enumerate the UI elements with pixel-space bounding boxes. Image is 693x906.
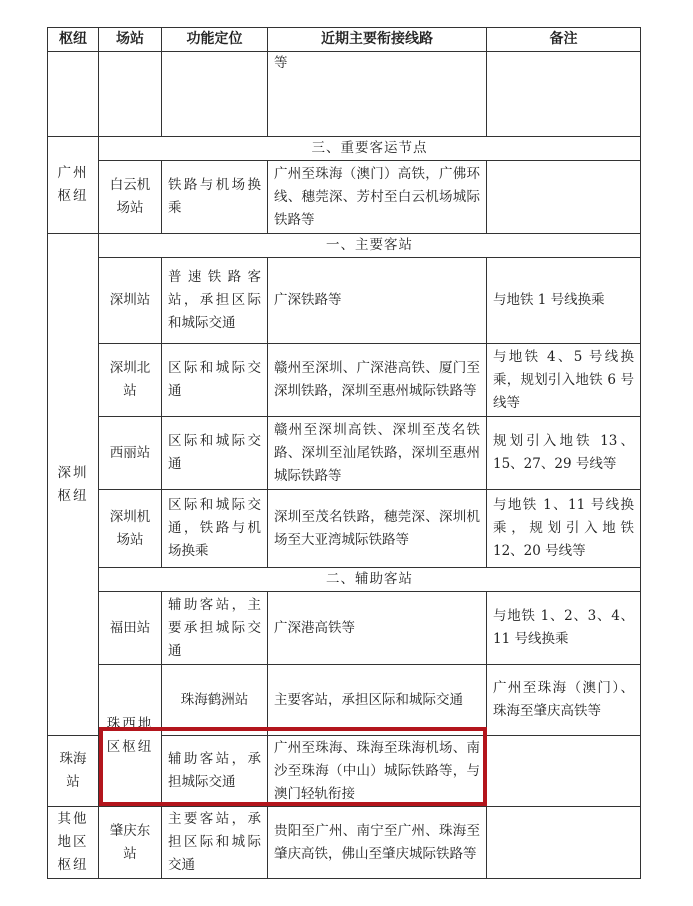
- table-row: [48, 161, 641, 234]
- function-cell: 区际和城际交通: [162, 344, 268, 417]
- function-cell: 普速铁路客站，承担区际和城际交通: [162, 258, 268, 344]
- routes-cell: 广深铁路等: [268, 258, 487, 344]
- station-cell: 珠海鹤洲站: [162, 665, 268, 736]
- hub-other: 其他地区枢纽: [48, 807, 99, 879]
- routes-cell: 广州至珠海（澳门）、珠海至肇庆高铁等: [487, 665, 641, 736]
- table-row: [48, 592, 641, 665]
- table-row: [48, 344, 641, 417]
- table-row: [48, 490, 641, 568]
- section-title: 三、重要客运节点: [99, 137, 641, 161]
- table-header-row: [48, 28, 641, 52]
- note-cell: 与地铁 1 号线换乘: [487, 258, 641, 344]
- hub-zhuxi: 珠西地区枢纽: [99, 665, 162, 807]
- hub-cell: [48, 52, 99, 137]
- station-cell: 白云机场站: [99, 161, 162, 234]
- hub-station-table: [47, 27, 641, 879]
- routes-cell: 等: [268, 52, 487, 137]
- function-cell: 区际和城际交通，铁路与机场换乘: [162, 490, 268, 568]
- table-row: [48, 137, 641, 161]
- note-cell: [487, 52, 641, 137]
- header-function: 功能定位: [162, 28, 268, 52]
- header-station: 场站: [99, 28, 162, 52]
- function-cell: 主要客站，承担区际和城际交通: [268, 665, 487, 736]
- note-cell: [487, 736, 641, 807]
- table-row: [48, 568, 641, 592]
- routes-cell: 赣州至深圳高铁、深圳至茂名铁路、深圳至汕尾铁路，深圳至惠州城际铁路等: [268, 417, 487, 490]
- table-row: [48, 807, 641, 879]
- function-cell: 主要客站，承担区际和城际交通: [162, 807, 268, 879]
- note-cell: 规划引入地铁 13、15、27、29 号线等: [487, 417, 641, 490]
- section-title: 二、辅助客站: [99, 568, 641, 592]
- note-cell: 与地铁 4、5 号线换乘，规划引入地铁 6 号线等: [487, 344, 641, 417]
- header-hub: 枢纽: [48, 28, 99, 52]
- station-cell: 深圳机场站: [99, 490, 162, 568]
- table-row: [48, 52, 641, 137]
- table-row: [48, 234, 641, 258]
- routes-cell: 广州至珠海（澳门）高铁，广佛环线、穗莞深、芳村至白云机场城际铁路等: [268, 161, 487, 234]
- station-cell: 深圳站: [99, 258, 162, 344]
- routes-cell: 广深港高铁等: [268, 592, 487, 665]
- header-note: 备注: [487, 28, 641, 52]
- note-cell: [487, 161, 641, 234]
- function-cell: 铁路与机场换乘: [162, 161, 268, 234]
- hub-shenzhen: 深圳枢纽: [48, 234, 99, 736]
- table-row: [48, 258, 641, 344]
- routes-cell: 贵阳至广州、南宁至广州、珠海至肇庆高铁，佛山至肇庆城际铁路等: [268, 807, 487, 879]
- header-routes: 近期主要衔接线路: [268, 28, 487, 52]
- station-cell: 肇庆东站: [99, 807, 162, 879]
- routes-cell: 赣州至深圳、广深港高铁、厦门至深圳铁路，深圳至惠州城际铁路等: [268, 344, 487, 417]
- routes-cell: 深圳至茂名铁路，穗莞深、深圳机场至大亚湾城际铁路等: [268, 490, 487, 568]
- function-cell: 辅助客站，主要承担城际交通: [162, 592, 268, 665]
- section-title: 一、主要客站: [99, 234, 641, 258]
- station-cell: 深圳北站: [99, 344, 162, 417]
- table-row: [48, 417, 641, 490]
- note-cell: [487, 807, 641, 879]
- table-row: [48, 665, 641, 736]
- function-cell: [162, 52, 268, 137]
- note-cell: 与地铁 1、11 号线换乘，规划引入地铁 12、20 号线等: [487, 490, 641, 568]
- station-cell: 西丽站: [99, 417, 162, 490]
- routes-cell: 广州至珠海、珠海至珠海机场、南沙至珠海（中山）城际铁路等，与澳门轻轨衔接: [268, 736, 487, 807]
- hub-guangzhou: 广州枢纽: [48, 137, 99, 234]
- station-cell: 福田站: [99, 592, 162, 665]
- function-cell: 辅助客站，承担城际交通: [162, 736, 268, 807]
- function-cell: 区际和城际交通: [162, 417, 268, 490]
- station-cell: [99, 52, 162, 137]
- note-cell: 与地铁 1、2、3、4、11 号线换乘: [487, 592, 641, 665]
- station-cell: 珠海站: [48, 736, 99, 807]
